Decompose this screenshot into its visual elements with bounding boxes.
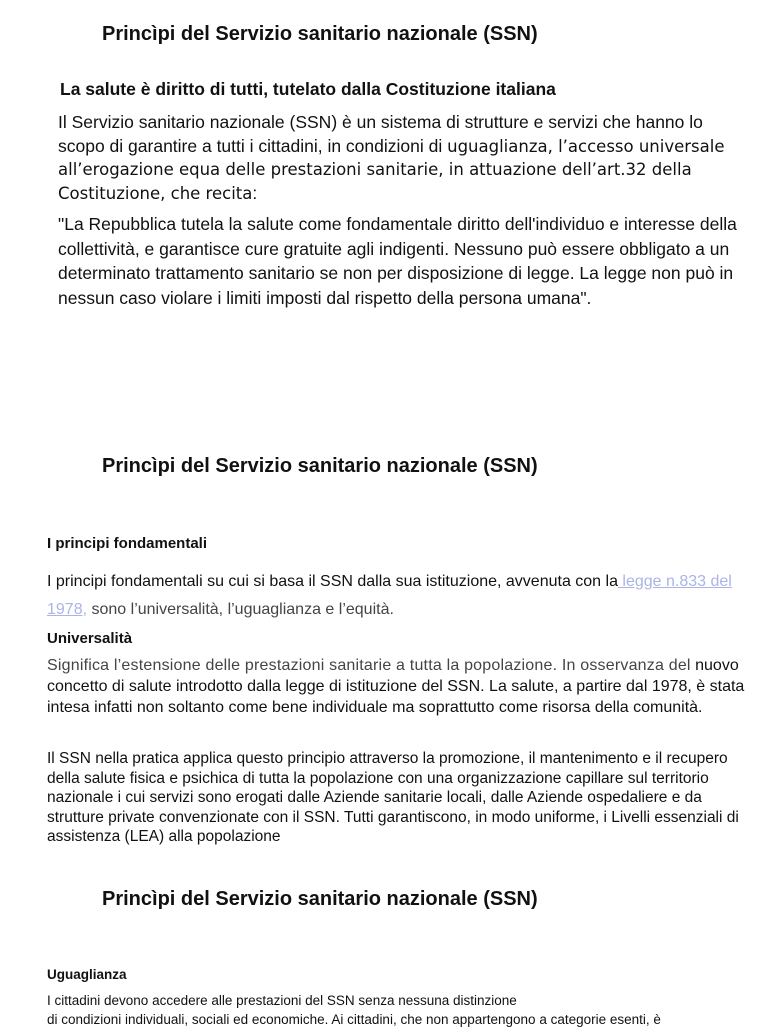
slide-1	[0, 0, 768, 420]
equality-paragraph	[47, 991, 747, 1029]
ssn-paragraph: Il SSN nella pratica applica questo principio attraverso la promozione, il mantenimento e il recupero della salute fisica e psichica di tutta la popolazione con una organizzazione capillare sul territorio nazionale i cui servizi sono erogati dalle Aziende sanitarie locali, dalle Aziende ospedaliere e da strutture private convenzionate con il SSN. Tutti garantiscono, in modo uniforme, i Livelli essenziali di assistenza (LEA) alla popolazione	[47, 750, 739, 845]
equality-line-1: I cittadini devono accedere alle prestazioni del SSN senza nessuna distinzione	[47, 993, 517, 1008]
section-heading-principles: I principi fondamentali	[47, 535, 208, 552]
universality-paragraph	[47, 655, 757, 718]
universality-rest: nuovo concetto di salute introdotto dalla legge di istituzione del SSN. La salute, a partire dal 1978, è stata intesa infatti non soltanto come bene individuale ma soprattutto come risorsa della comunità.	[47, 657, 745, 716]
slide-2	[0, 420, 768, 860]
equality-line-2: di condizioni individuali, sociali ed economiche. Ai cittadini, che non appartengono a categorie esenti, è	[47, 1012, 661, 1027]
slide-subtitle: La salute è diritto di tutti, tutelato dalla Costituzione italiana	[60, 79, 556, 99]
slide-title: Princìpi del Servizio sanitario nazionale (SSN)	[102, 23, 538, 45]
intro-paragraph	[58, 111, 738, 205]
law-link[interactable]: legge n.833 del 1978,	[47, 573, 732, 618]
intro-emphasis: uguaglianza, l’accesso universale all’erogazione equa delle prestazioni sanitarie, in attuazione dell’art.32 della Costituzione, che recita	[58, 136, 725, 203]
section-heading-universality: Universalità	[47, 630, 133, 647]
principles-end: sono l’universalità, l’uguaglianza e l’equità.	[87, 601, 394, 618]
slide-3	[0, 860, 768, 1027]
constitution-quote: "La Repubblica tutela la salute come fondamentale diritto dell'individuo e interesse della collettività, e garantisce cure gratuite agli indigenti. Nessuno può essere obbligato a un determinato trattamento sanitario se non per disposizione di legge. La legge non può in nessun caso violare i limiti imposti dal rispetto della persona umana".	[58, 214, 737, 308]
intro-colon: :	[252, 182, 258, 203]
principles-text: I principi fondamentali su cui si basa il SSN dalla sua istituzione, avvenuta con la	[47, 573, 618, 590]
section-heading-equality: Uguaglianza	[47, 967, 127, 982]
universality-lead: Significa l’estensione delle prestazioni sanitarie a tutta la popolazione. In osservanza del	[47, 657, 691, 674]
slide-title: Princìpi del Servizio sanitario nazionale (SSN)	[102, 455, 538, 477]
slide-title: Princìpi del Servizio sanitario nazionale (SSN)	[102, 888, 538, 910]
principles-paragraph	[47, 568, 737, 624]
intro-text: Il Servizio sanitario nazionale (SSN) è un sistema di strutture e servizi che hanno lo scopo di garantire a tutti i cittadini, in condizioni di	[58, 112, 703, 156]
